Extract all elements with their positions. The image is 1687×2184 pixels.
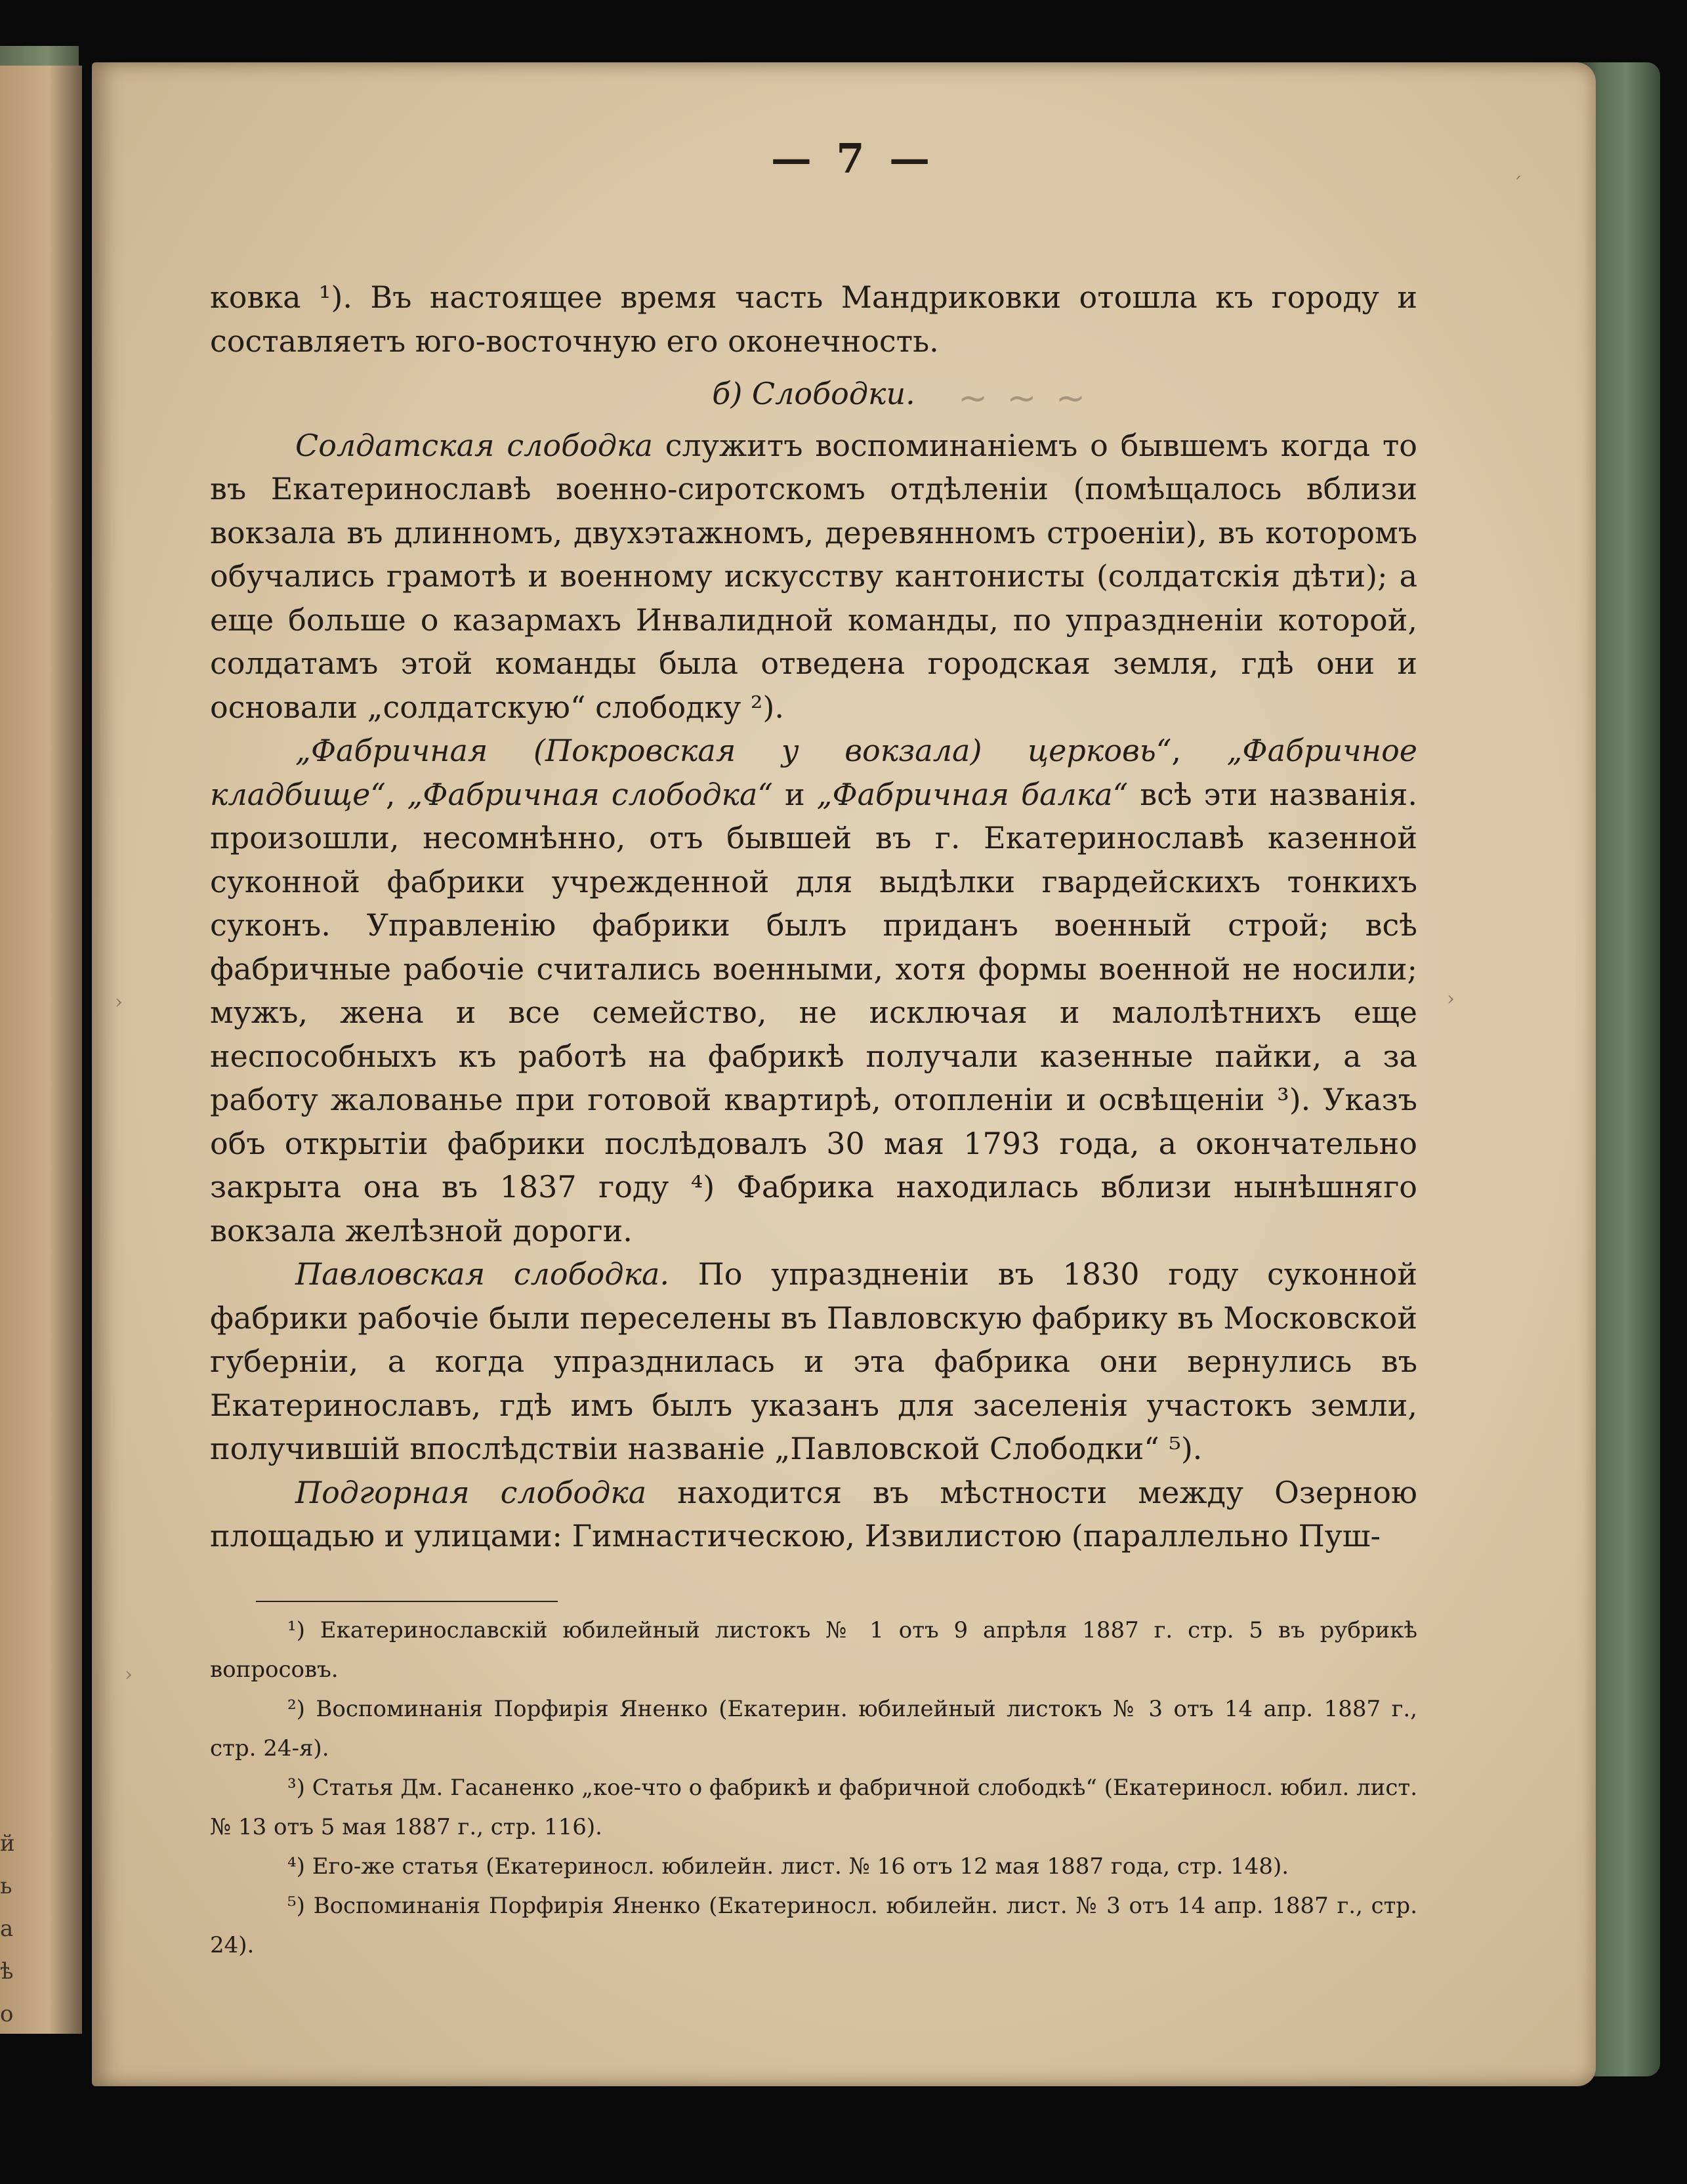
term-church: „Фабричная (Покровская у вокзала) церковь“	[295, 733, 1172, 768]
left-fragment: ь	[0, 1873, 12, 1899]
left-page-edge	[0, 66, 82, 2034]
paragraph-pavlovskaya	[210, 1252, 1417, 1471]
section-heading: б) Слободки.	[712, 376, 915, 411]
term-balka: „Фабричная балка“	[816, 776, 1129, 812]
left-fragment: о	[0, 2001, 14, 2027]
paragraph-text: всѣ эти названія. произошли, несомнѣнно, отъ бывшей въ г. Екатеринославѣ казенной суконной фабрики учрежденной для выдѣлки гвардейскихъ тонкихъ суконъ. Управленію фабрики былъ приданъ военный строй; всѣ фабричные рабочіе считались военными, хотя формы военной не носили; мужъ, жена и все семейство, не исключая и малолѣтнихъ еще неспособныхъ къ работѣ на фабрикѣ получали казенные пайки, а за работу жалованье при готовой квартирѣ, отопленіи и освѣщеніи ³). Указъ объ открытіи фабрики послѣдовалъ 30 мая 1793 года, а окончательно закрыта она въ 1837 году ⁴) Фабрика находилась вблизи нынѣшняго вокзала желѣзной дороги.	[210, 776, 1417, 1248]
paragraph-fabrichnaya: „Фабричная (Покровская у вокзала) церковь“, „Фабричное кладбище“, „Фабричная слободка“ и „Фабричная балка“ всѣ эти названія. произошли, несомнѣнно, отъ бывшей въ г. Екатеринославѣ казенной суконной фабрики учрежденной для выдѣлки гвардейскихъ тонкихъ суконъ. Управленію фабрики былъ приданъ военный строй; всѣ фабричные рабочіе считались военными, хотя формы военной не носили; мужъ, жена и все семейство, не исключая и малолѣтнихъ еще неспособныхъ къ работѣ на фабрикѣ получали казенные пайки, а за работу жалованье при готовой квартирѣ, отопленіи и освѣщеніи ³). Указъ объ открытіи фабрики послѣдовалъ 30 мая 1793 года, а окончательно закрыта она въ 1837 году ⁴) Фабрика находилась вблизи нынѣшняго вокзала желѣзной дороги.	[210, 733, 1418, 1248]
paragraph-soldatskaya	[210, 424, 1417, 730]
footnote-3: ³) Статья Дм. Гасаненко „кое-что о фабрикѣ и фабричной слободкѣ“ (Екатериносл. юбил. лист. № 13 отъ 5 мая 1887 г., стр. 116).	[210, 1775, 1417, 1840]
footnote-1: ¹) Екатеринославскій юбилейный листокъ № 1 отъ 9 апрѣля 1887 г. стр. 5 въ рубрикѣ вопросовъ.	[210, 1617, 1417, 1683]
paragraph-text: По упраздненіи въ 1830 году суконной фабрики рабочіе были переселены въ Павловскую фабрику въ Московской губерніи, а когда упразднилась и эта фабрика они вернулись въ Екатеринославъ, гдѣ имъ былъ указанъ для заселенія участокъ земли, получившій впослѣдствіи названіе „Павловской Слободки“ ⁵).	[210, 1256, 1417, 1466]
left-fragment: й	[0, 1830, 15, 1857]
term-pavlovskaya: Павловская слободка.	[295, 1256, 670, 1292]
paragraph-text: находится въ мѣстности между Озерною площадью и улицами: Гимнастическою, Извилистою (параллельно Пуш-	[210, 1474, 1417, 1554]
margin-mark: ›	[125, 1663, 133, 1686]
margin-mark: ´	[1512, 174, 1522, 197]
conjunction: и	[772, 776, 817, 812]
term-soldatskaya: Солдатская слободка	[295, 427, 653, 463]
footnote-4: ⁴) Его-же статья (Екатериносл. юбилейн. лист. № 16 отъ 12 мая 1887 года, стр. 148).	[287, 1853, 1289, 1880]
footnotes	[210, 1611, 1417, 1965]
term-podgornaya: Подгорная слободка	[295, 1474, 647, 1510]
page-number: — 7 —	[770, 134, 936, 182]
paragraph-podgornaya	[210, 1471, 1417, 1558]
paragraph-continued: ковка ¹). Въ настоящее время часть Мандриковки отошла къ городу и составляетъ юго-восточную его оконечность.	[210, 279, 1417, 359]
paragraph-text: служитъ воспоминаніемъ о бывшемъ когда то въ Екатеринославѣ военно-сиротскомъ отдѣленіи (помѣщалось вблизи вокзала въ длинномъ, двухэтажномъ, деревянномъ строеніи), въ которомъ обучались грамотѣ и военному искусству кантонисты (солдатскія дѣти); а еще больше о казармахъ Инвалидной команды, по упраздненіи которой, солдатамъ этой команды была отведена городская земля, гдѣ они и основали „солдатскую“ слободку ²).	[210, 427, 1418, 725]
margin-mark: ›	[1447, 987, 1455, 1010]
term-cemetery: „Фабричное кладбище“	[210, 733, 1418, 812]
left-fragment: ѣ	[0, 1958, 14, 1985]
margin-mark: ›	[115, 991, 123, 1014]
page-body-text	[210, 276, 1417, 1558]
pencil-scribble: ~ ~ ~	[958, 377, 1090, 419]
footnote-separator	[256, 1601, 558, 1602]
left-fragment: а	[0, 1916, 14, 1942]
footnote-5: ⁵) Воспоминанія Порфирія Яненко (Екатериносл. юбилейн. лист. № 3 отъ 14 апр. 1887 г., стр. 24).	[210, 1893, 1417, 1958]
term-sloboda: „Фабричная слободка“	[407, 776, 773, 812]
left-page-text-fragments	[0, 853, 20, 2034]
footnote-2: ²) Воспоминанія Порфирія Яненко (Екатерин. юбилейный листокъ № 3 отъ 14 апр. 1887 г., стр. 24-я).	[210, 1696, 1417, 1762]
